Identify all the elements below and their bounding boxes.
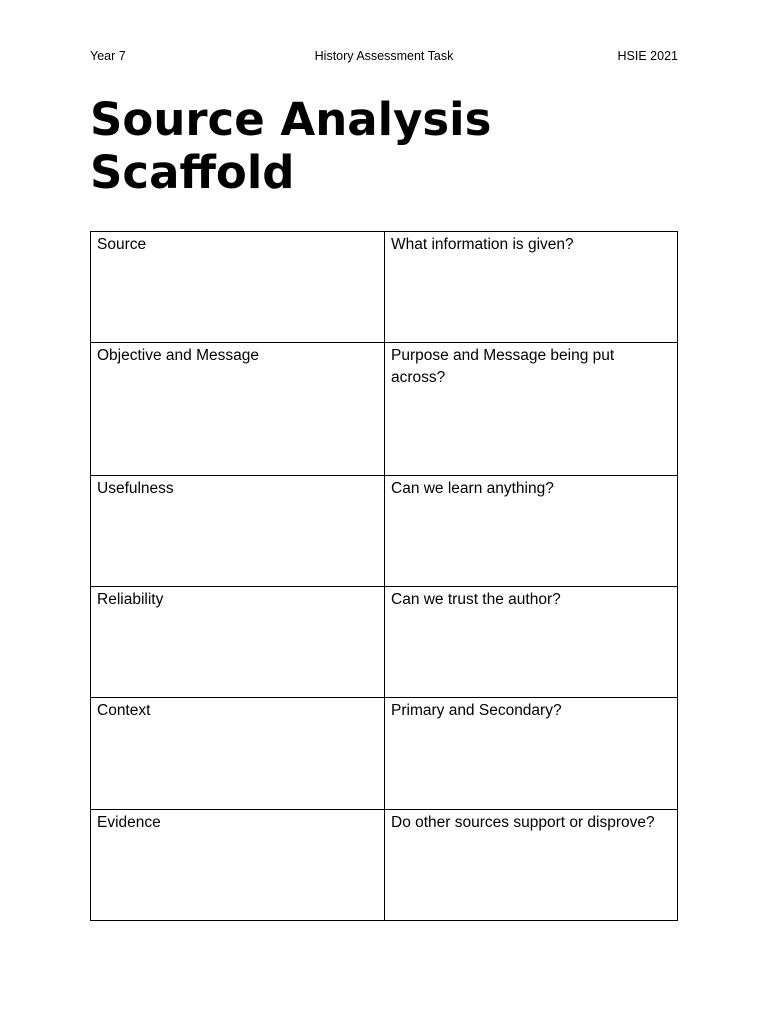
guiding-question-cell: Primary and Secondary? — [385, 698, 678, 810]
guiding-question-cell: Can we learn anything? — [385, 476, 678, 587]
header-subject-year: HSIE 2021 — [617, 49, 678, 63]
guiding-question-cell: Do other sources support or disprove? — [385, 810, 678, 921]
source-analysis-table — [90, 231, 678, 921]
header-year: Year 7 — [90, 49, 126, 63]
criterion-cell: Usefulness — [91, 476, 385, 587]
page-title-line-1: Source Analysis — [90, 93, 492, 146]
page-header — [90, 47, 678, 65]
page-title — [90, 93, 678, 199]
criterion-cell: Evidence — [91, 810, 385, 921]
criterion-cell: Context — [91, 698, 385, 810]
table-row — [91, 587, 678, 698]
guiding-question-cell: Purpose and Message being put across? — [385, 343, 678, 476]
table-row — [91, 810, 678, 921]
table-row — [91, 232, 678, 343]
table-row — [91, 343, 678, 476]
criterion-cell: Source — [91, 232, 385, 343]
header-task-title: History Assessment Task — [314, 49, 454, 63]
criterion-cell: Objective and Message — [91, 343, 385, 476]
guiding-question-cell: What information is given? — [385, 232, 678, 343]
guiding-question-cell: Can we trust the author? — [385, 587, 678, 698]
table-row — [91, 476, 678, 587]
criterion-cell: Reliability — [91, 587, 385, 698]
page-title-line-2: Scaffold — [90, 146, 295, 199]
table-row — [91, 698, 678, 810]
